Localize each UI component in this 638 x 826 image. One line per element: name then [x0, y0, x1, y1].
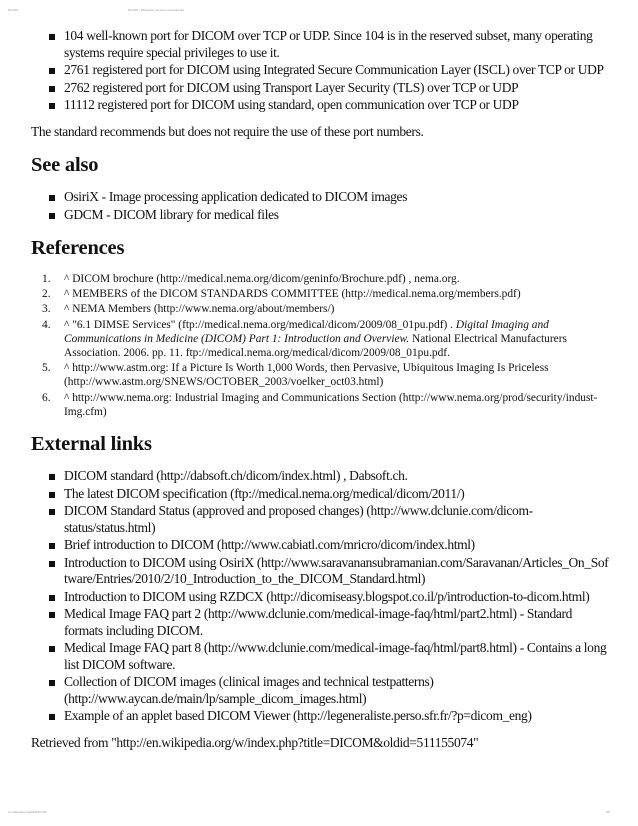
reference-item: [42, 361, 611, 389]
reference-number: 3.: [42, 303, 51, 316]
list-item[interactable]: [64, 640, 611, 673]
reference-item: [42, 302, 611, 316]
print-footer: [8, 810, 630, 818]
list-item[interactable]: [64, 503, 611, 536]
see-also-link[interactable]: OsiriX - Image processing application dedicated to DICOM images: [64, 189, 408, 204]
reference-number: 1.: [42, 273, 51, 285]
external-link[interactable]: Example of an applet based DICOM Viewer (http://legeneraliste.perso.sfr.fr/?p=dicom_eng): [64, 708, 532, 724]
list-item[interactable]: [64, 189, 611, 206]
reference-title-italic: Digital Imaging and Communications in Medicine (DICOM) Part 1: Introduction and Overview.: [64, 318, 549, 345]
external-links-list: [31, 468, 611, 725]
external-link[interactable]: DICOM Standard Status (approved and proposed changes) (http://www.dclunie.com/dicom-status/status.html): [64, 503, 533, 535]
article-content: [31, 28, 611, 751]
reference-item: [42, 287, 611, 301]
list-item: 2762 registered port for DICOM using Transport Layer Security (TLS) over TCP or UDP: [64, 80, 611, 97]
print-header: [8, 8, 630, 16]
print-header-title: DICOM - Wikipedia, the free encyclopedia: [128, 8, 184, 12]
print-header-left: DICOM: [8, 8, 18, 12]
reference-item: [42, 391, 611, 419]
external-link[interactable]: Medical Image FAQ part 2 (http://www.dclunie.com/medical-image-faq/html/part2.html) - Standard formats including DICOM.: [64, 606, 573, 638]
external-link[interactable]: Introduction to DICOM using RZDCX (http://dicomiseasy.blogspot.co.il/p/introduction-to-dicom.html): [64, 588, 590, 604]
print-footer-page: 5/5: [605, 810, 610, 814]
list-item[interactable]: [64, 606, 611, 639]
list-item: 104 well-known port for DICOM over TCP or UDP. Since 104 is in the reserved subset, many operating systems require special privileges to use it.: [64, 28, 611, 61]
reference-text[interactable]: ^ http://www.nema.org: Industrial Imaging and Communications Section (http://www.nema.org/prod/security/indust-Img.cfm): [64, 391, 598, 418]
section-heading-references: References: [31, 237, 125, 259]
section-heading-external-links: External links: [31, 433, 152, 456]
reference-item: [42, 318, 611, 361]
list-item[interactable]: [64, 486, 611, 503]
reference-number: 6.: [42, 391, 51, 404]
list-item: 2761 registered port for DICOM using Integrated Secure Communication Layer (ISCL) over TCP or UDP: [64, 62, 611, 79]
reference-number: 2.: [42, 288, 51, 301]
section-heading-see-also: See also: [31, 154, 99, 176]
list-item[interactable]: [64, 207, 611, 224]
list-item[interactable]: [64, 708, 611, 725]
external-link[interactable]: Medical Image FAQ part 8 (http://www.dclunie.com/medical-image-faq/html/part8.html) - Contains a long list DICOM software.: [64, 640, 607, 672]
list-item[interactable]: [64, 555, 611, 588]
reference-item: [42, 272, 611, 286]
ports-note: The standard recommends but does not require the use of these port numbers.: [31, 123, 424, 139]
list-item[interactable]: [64, 589, 611, 606]
reference-text[interactable]: ^ NEMA Members (http://www.nema.org/about/members/): [64, 303, 335, 316]
external-link[interactable]: The latest DICOM specification (ftp://medical.nema.org/medical/dicom/2011/): [64, 485, 465, 501]
reference-text[interactable]: ^ MEMBERS of the DICOM STANDARDS COMMITTEE (http://medical.nema.org/members.pdf): [64, 288, 521, 301]
reference-number: 4.: [42, 318, 51, 331]
see-also-list: [31, 189, 611, 223]
list-item: 11112 registered port for DICOM using standard, open communication over TCP or UDP: [64, 97, 611, 114]
port-list: [31, 28, 611, 114]
reference-number: 5.: [42, 362, 51, 375]
external-link[interactable]: DICOM standard (http://dabsoft.ch/dicom/index.html) , Dabsoft.ch.: [64, 468, 408, 484]
reference-text-pre[interactable]: ^ "6.1 DIMSE Services" (ftp://medical.nema.org/medical/dicom/2009/08_01pu.pdf) .: [64, 318, 456, 331]
reference-text-post: National Electrical Manufacturers Association. 2006. pp. 11. ftp://medical.nema.org/medical/dicom/2009/08_01pu.pdf.: [64, 332, 567, 360]
see-also-link[interactable]: GDCM - DICOM library for medical files: [64, 206, 279, 222]
reference-text[interactable]: ^ DICOM brochure (http://medical.nema.org/dicom/geninfo/Brochure.pdf) , nema.org.: [64, 273, 460, 285]
list-item[interactable]: [64, 468, 611, 485]
retrieved-from: Retrieved from "http://en.wikipedia.org/w/index.php?title=DICOM&oldid=511155074": [31, 734, 479, 750]
external-link[interactable]: Brief introduction to DICOM (http://www.cabiatl.com/mricro/dicom/index.html): [64, 537, 475, 553]
print-footer-url: en.wikipedia.org/wiki/DICOM: [8, 810, 47, 814]
external-link[interactable]: Introduction to DICOM using OsiriX (http://www.saravanansubramanian.com/Saravanan/Articles_On_Software/Entries/2010/2/10_Introduction_to_the_DICOM_Standard.html): [64, 554, 609, 587]
list-item[interactable]: [64, 537, 611, 554]
references-list: [31, 272, 611, 419]
reference-text[interactable]: ^ http://www.astm.org: If a Picture Is Worth 1,000 Words, then Pervasive, Ubiquitous Imaging Is Priceless (http://www.astm.org/SNEWS/OCTOBER_2003/voelker_oct03.html): [64, 362, 549, 389]
external-link[interactable]: Collection of DICOM images (clinical images and technical testpatterns) (http://www.aycan.de/main/lp/sample_dicom_images.html): [64, 674, 434, 706]
list-item[interactable]: [64, 674, 611, 707]
